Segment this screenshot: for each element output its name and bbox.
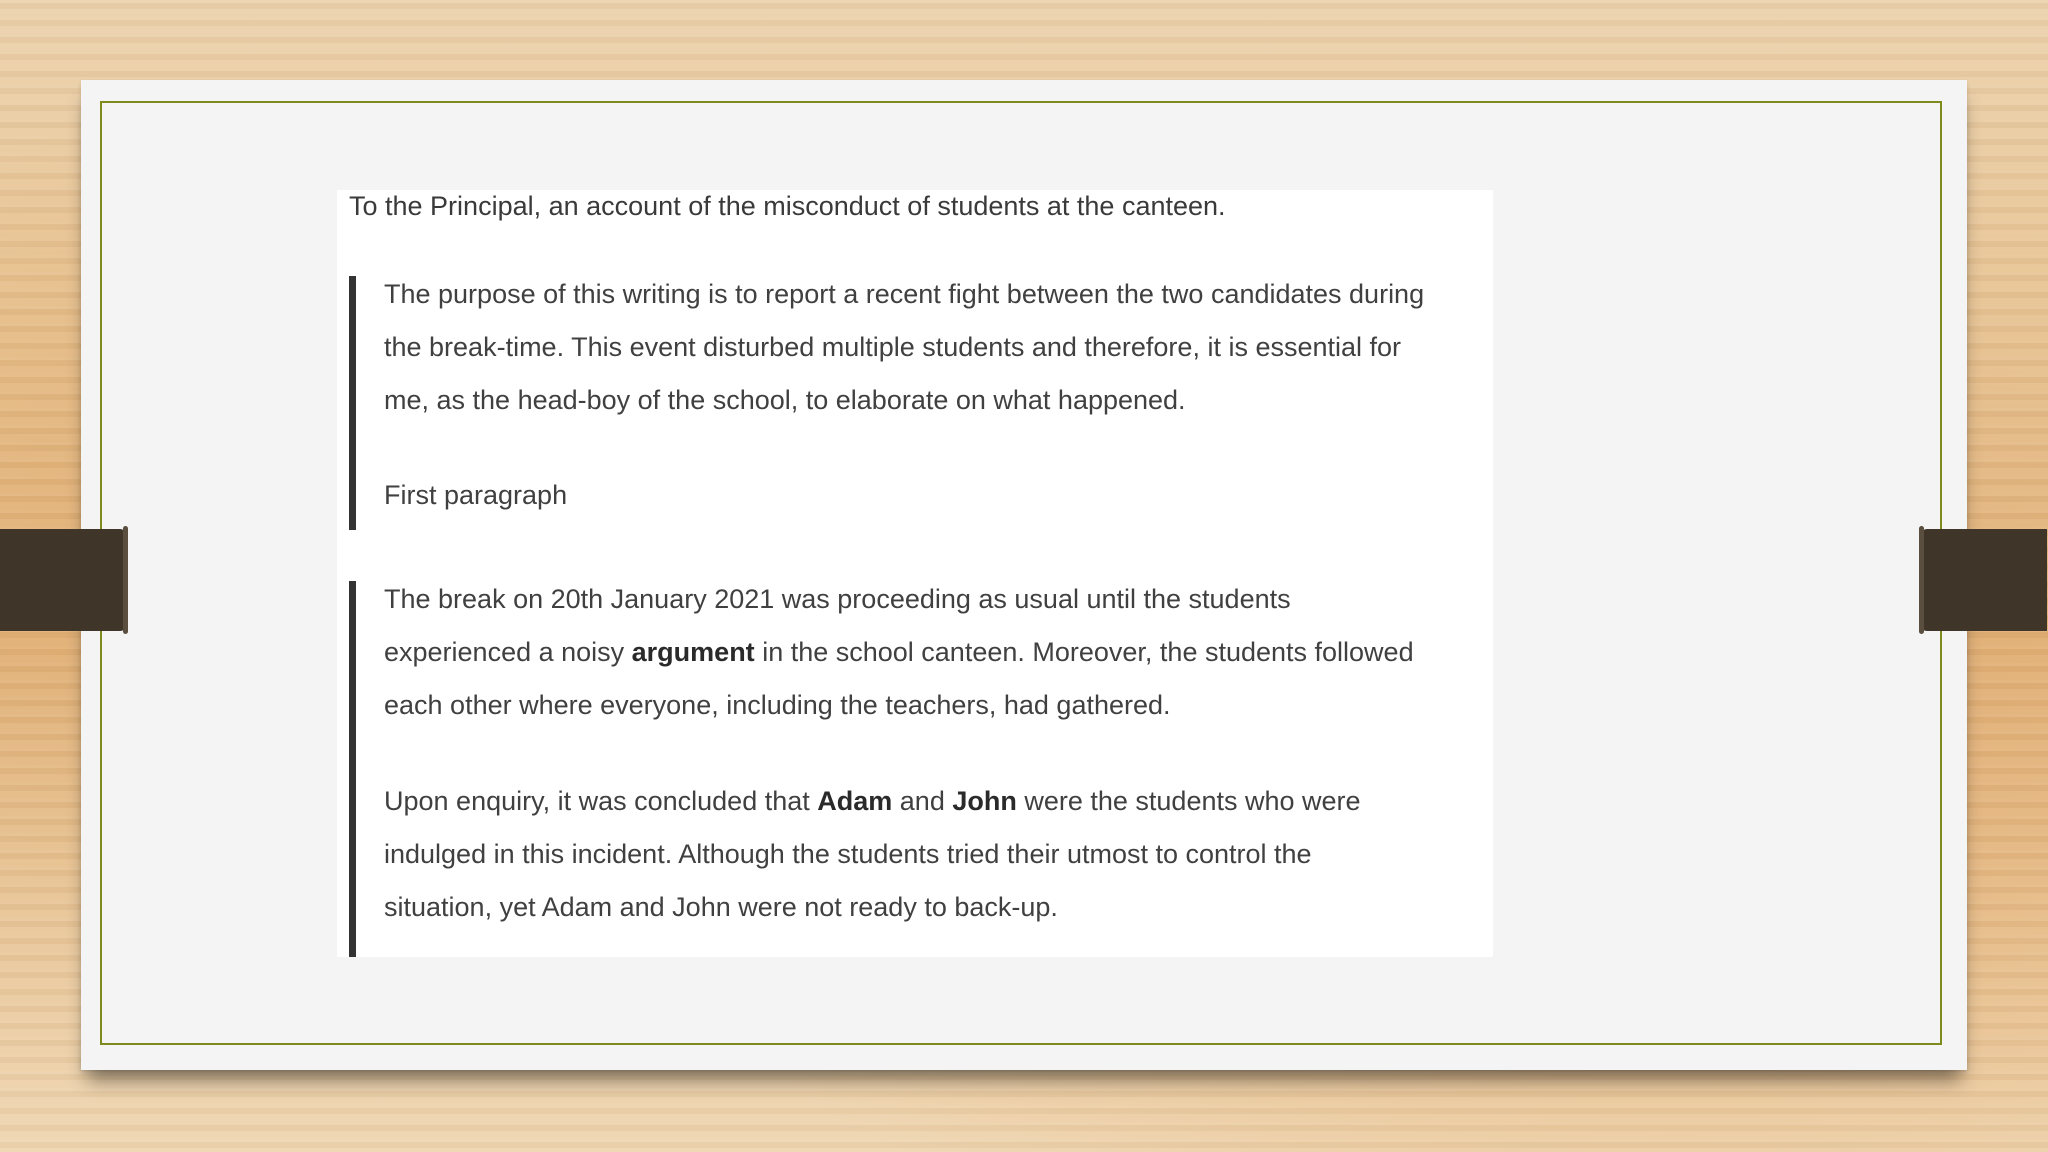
purpose-paragraph <box>384 268 1489 427</box>
enquiry-line-1-post: were the students who were <box>1016 786 1361 816</box>
enquiry-line-1-mid: and <box>892 786 953 816</box>
enquiry-paragraph <box>384 775 1489 934</box>
incident-line-1: The break on 20th January 2021 was proceeding as usual until the students <box>384 584 1291 614</box>
purpose-line-2: the break-time. This event disturbed multiple students and therefore, it is essential for <box>384 332 1402 362</box>
incident-line-2-pre: experienced a noisy <box>384 637 632 667</box>
intro-line: To the Principal, an account of the misconduct of students at the canteen. <box>349 191 1226 221</box>
enquiry-line-1-pre: Upon enquiry, it was concluded that <box>384 786 818 816</box>
purpose-line-3: me, as the head-boy of the school, to elaborate on what happened. <box>384 385 1186 415</box>
purpose-line-1: The purpose of this writing is to report a recent fight between the two candidates during <box>384 279 1425 309</box>
incident-paragraph <box>384 573 1489 732</box>
content-panel <box>337 190 1493 957</box>
enquiry-line-2: indulged in this incident. Although the students tried their utmost to control the <box>384 839 1312 869</box>
binder-clip-left <box>0 529 126 631</box>
argument-bold: argument <box>631 637 755 667</box>
enquiry-line-3: situation, yet Adam and John were not ready to back-up. <box>384 892 1058 922</box>
john-bold: John <box>952 786 1017 816</box>
adam-bold: Adam <box>817 786 893 816</box>
blockquote-purpose <box>349 276 1489 530</box>
blockquote-incident <box>349 581 1489 957</box>
binder-clip-right <box>1921 529 2047 631</box>
incident-line-2-post: in the school canteen. Moreover, the students followed <box>754 637 1414 667</box>
first-paragraph-label: First paragraph <box>384 480 568 510</box>
incident-line-3: each other where everyone, including the teachers, had gathered. <box>384 690 1171 720</box>
